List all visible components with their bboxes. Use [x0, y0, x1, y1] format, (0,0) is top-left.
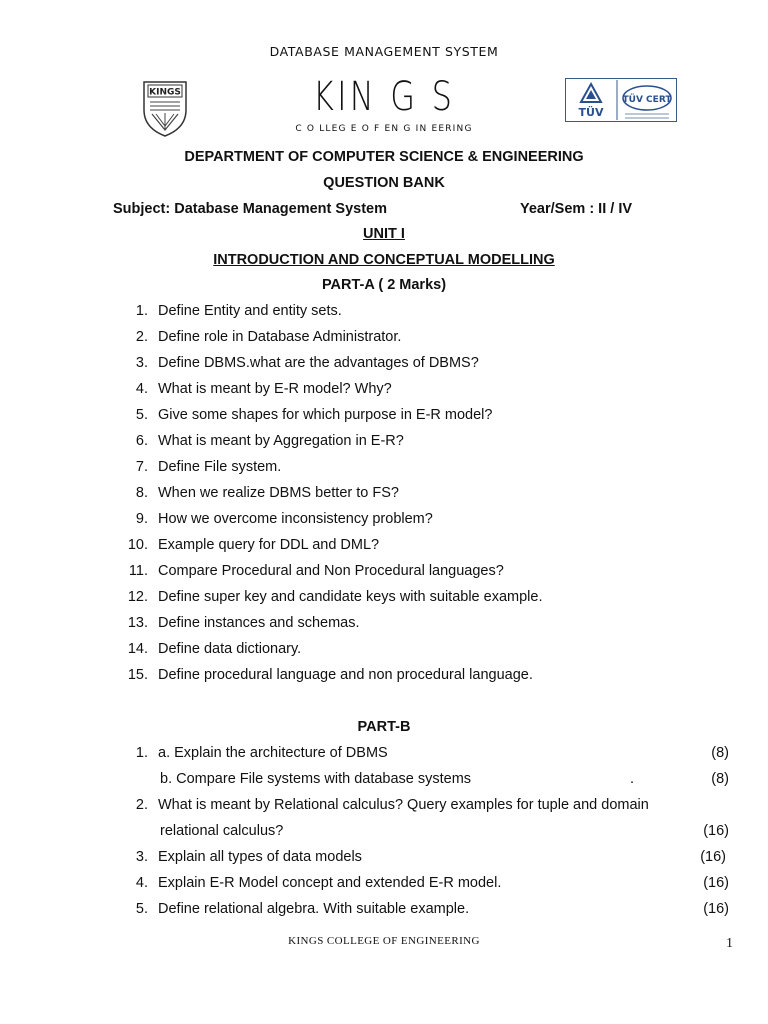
part-b-item-number: 5.: [135, 901, 148, 917]
part-a-item-text: Define procedural language and non procedural language.: [158, 667, 533, 683]
part-b-item-number: 2.: [135, 797, 148, 813]
part-a-item-text: Define File system.: [158, 459, 282, 475]
part-a-item-number: 4.: [135, 381, 148, 397]
part-b-item-text: Explain E-R Model concept and extended E-R model.: [158, 875, 502, 891]
part-a-item-text: Example query for DDL and DML?: [158, 537, 380, 553]
part-a-item-text: When we realize DBMS better to FS?: [158, 485, 399, 501]
part-a-item-text: Define data dictionary.: [158, 641, 302, 657]
part-b-item-text: a. Explain the architecture of DBMS: [158, 745, 388, 761]
part-b-item-text: Define relational algebra. With suitable example.: [158, 901, 470, 917]
part-a-item-number: 8.: [135, 485, 148, 501]
part-a-item-number: 6.: [135, 433, 148, 449]
part-b-item-dot: .: [630, 771, 635, 787]
part-b-item-text: Explain all types of data models: [158, 849, 362, 865]
part-a-item-number: 7.: [135, 459, 148, 475]
part-b-heading: PART-B: [357, 719, 411, 735]
part-a-item-text: Define DBMS.what are the advantages of DBMS?: [158, 355, 479, 371]
part-a-item-text: Compare Procedural and Non Procedural languages?: [158, 563, 504, 579]
department-heading: DEPARTMENT OF COMPUTER SCIENCE & ENGINEERING: [184, 149, 584, 165]
part-a-item-number: 5.: [135, 407, 148, 423]
top-title: DATABASE MANAGEMENT SYSTEM: [269, 44, 499, 59]
tuv-cert-badge: [565, 78, 677, 122]
part-b-item-marks: (8): [711, 745, 729, 761]
part-a-item-number: 11.: [128, 563, 148, 579]
part-b-item-number: 4.: [135, 875, 148, 891]
part-b-item-marks: (16): [703, 901, 729, 917]
part-b-item-marks: (16): [703, 823, 729, 839]
part-b-item-number: 3.: [135, 849, 148, 865]
part-a-item-number: 14.: [127, 641, 148, 657]
part-b-item-text: relational calculus?: [160, 823, 284, 839]
part-b-item-marks: (16): [700, 849, 726, 865]
part-a-item-number: 2.: [135, 329, 148, 345]
document-title: QUESTION BANK: [323, 175, 445, 191]
logo-name: KIN G S: [312, 74, 456, 120]
part-a-item-text: What is meant by Aggregation in E-R?: [158, 433, 404, 449]
part-a-item-text: Define role in Database Administrator.: [158, 329, 402, 345]
part-a-item-number: 1.: [135, 303, 148, 319]
part-a-item-number: 10.: [127, 537, 148, 553]
logo-subtitle: C O LLEG E O F EN G IN EERING: [295, 124, 473, 134]
part-a-item-number: 9.: [135, 511, 148, 527]
emblem-text: KINGS: [149, 87, 181, 98]
part-a-item-text: Define Entity and entity sets.: [158, 303, 342, 319]
part-a-item-number: 12.: [127, 589, 148, 605]
unit-heading: UNIT I: [363, 226, 405, 242]
part-b-item-number: 1.: [135, 745, 148, 761]
part-a-item-text: Give some shapes for which purpose in E-R model?: [158, 407, 493, 423]
part-b-item-marks: (8): [711, 771, 729, 787]
part-b-item-text: b. Compare File systems with database systems: [160, 771, 472, 787]
part-a-item-text: How we overcome inconsistency problem?: [158, 511, 433, 527]
part-a-item-number: 3.: [135, 355, 148, 371]
part-b-item-marks: (16): [703, 875, 729, 891]
part-a-item-text: What is meant by E-R model? Why?: [158, 381, 392, 397]
tuv-right-text: TÜV CERT: [622, 95, 672, 105]
footer-college: KINGS COLLEGE OF ENGINEERING: [288, 935, 480, 947]
part-a-item-number: 15.: [127, 667, 148, 683]
tuv-left-text: TÜV: [578, 106, 604, 119]
year-sem: Year/Sem : II / IV: [520, 201, 633, 217]
part-a-heading: PART-A ( 2 Marks): [321, 277, 447, 293]
unit-title: INTRODUCTION AND CONCEPTUAL MODELLING: [213, 252, 555, 268]
part-a-item-number: 13.: [127, 615, 148, 631]
subject-line: Subject: Database Management System: [113, 201, 387, 217]
part-b-item-text: What is meant by Relational calculus? Query examples for tuple and domain: [158, 797, 649, 813]
page-number: 1: [726, 936, 733, 951]
part-a-item-text: Define instances and schemas.: [158, 615, 360, 631]
part-a-item-text: Define super key and candidate keys with suitable example.: [158, 589, 543, 605]
